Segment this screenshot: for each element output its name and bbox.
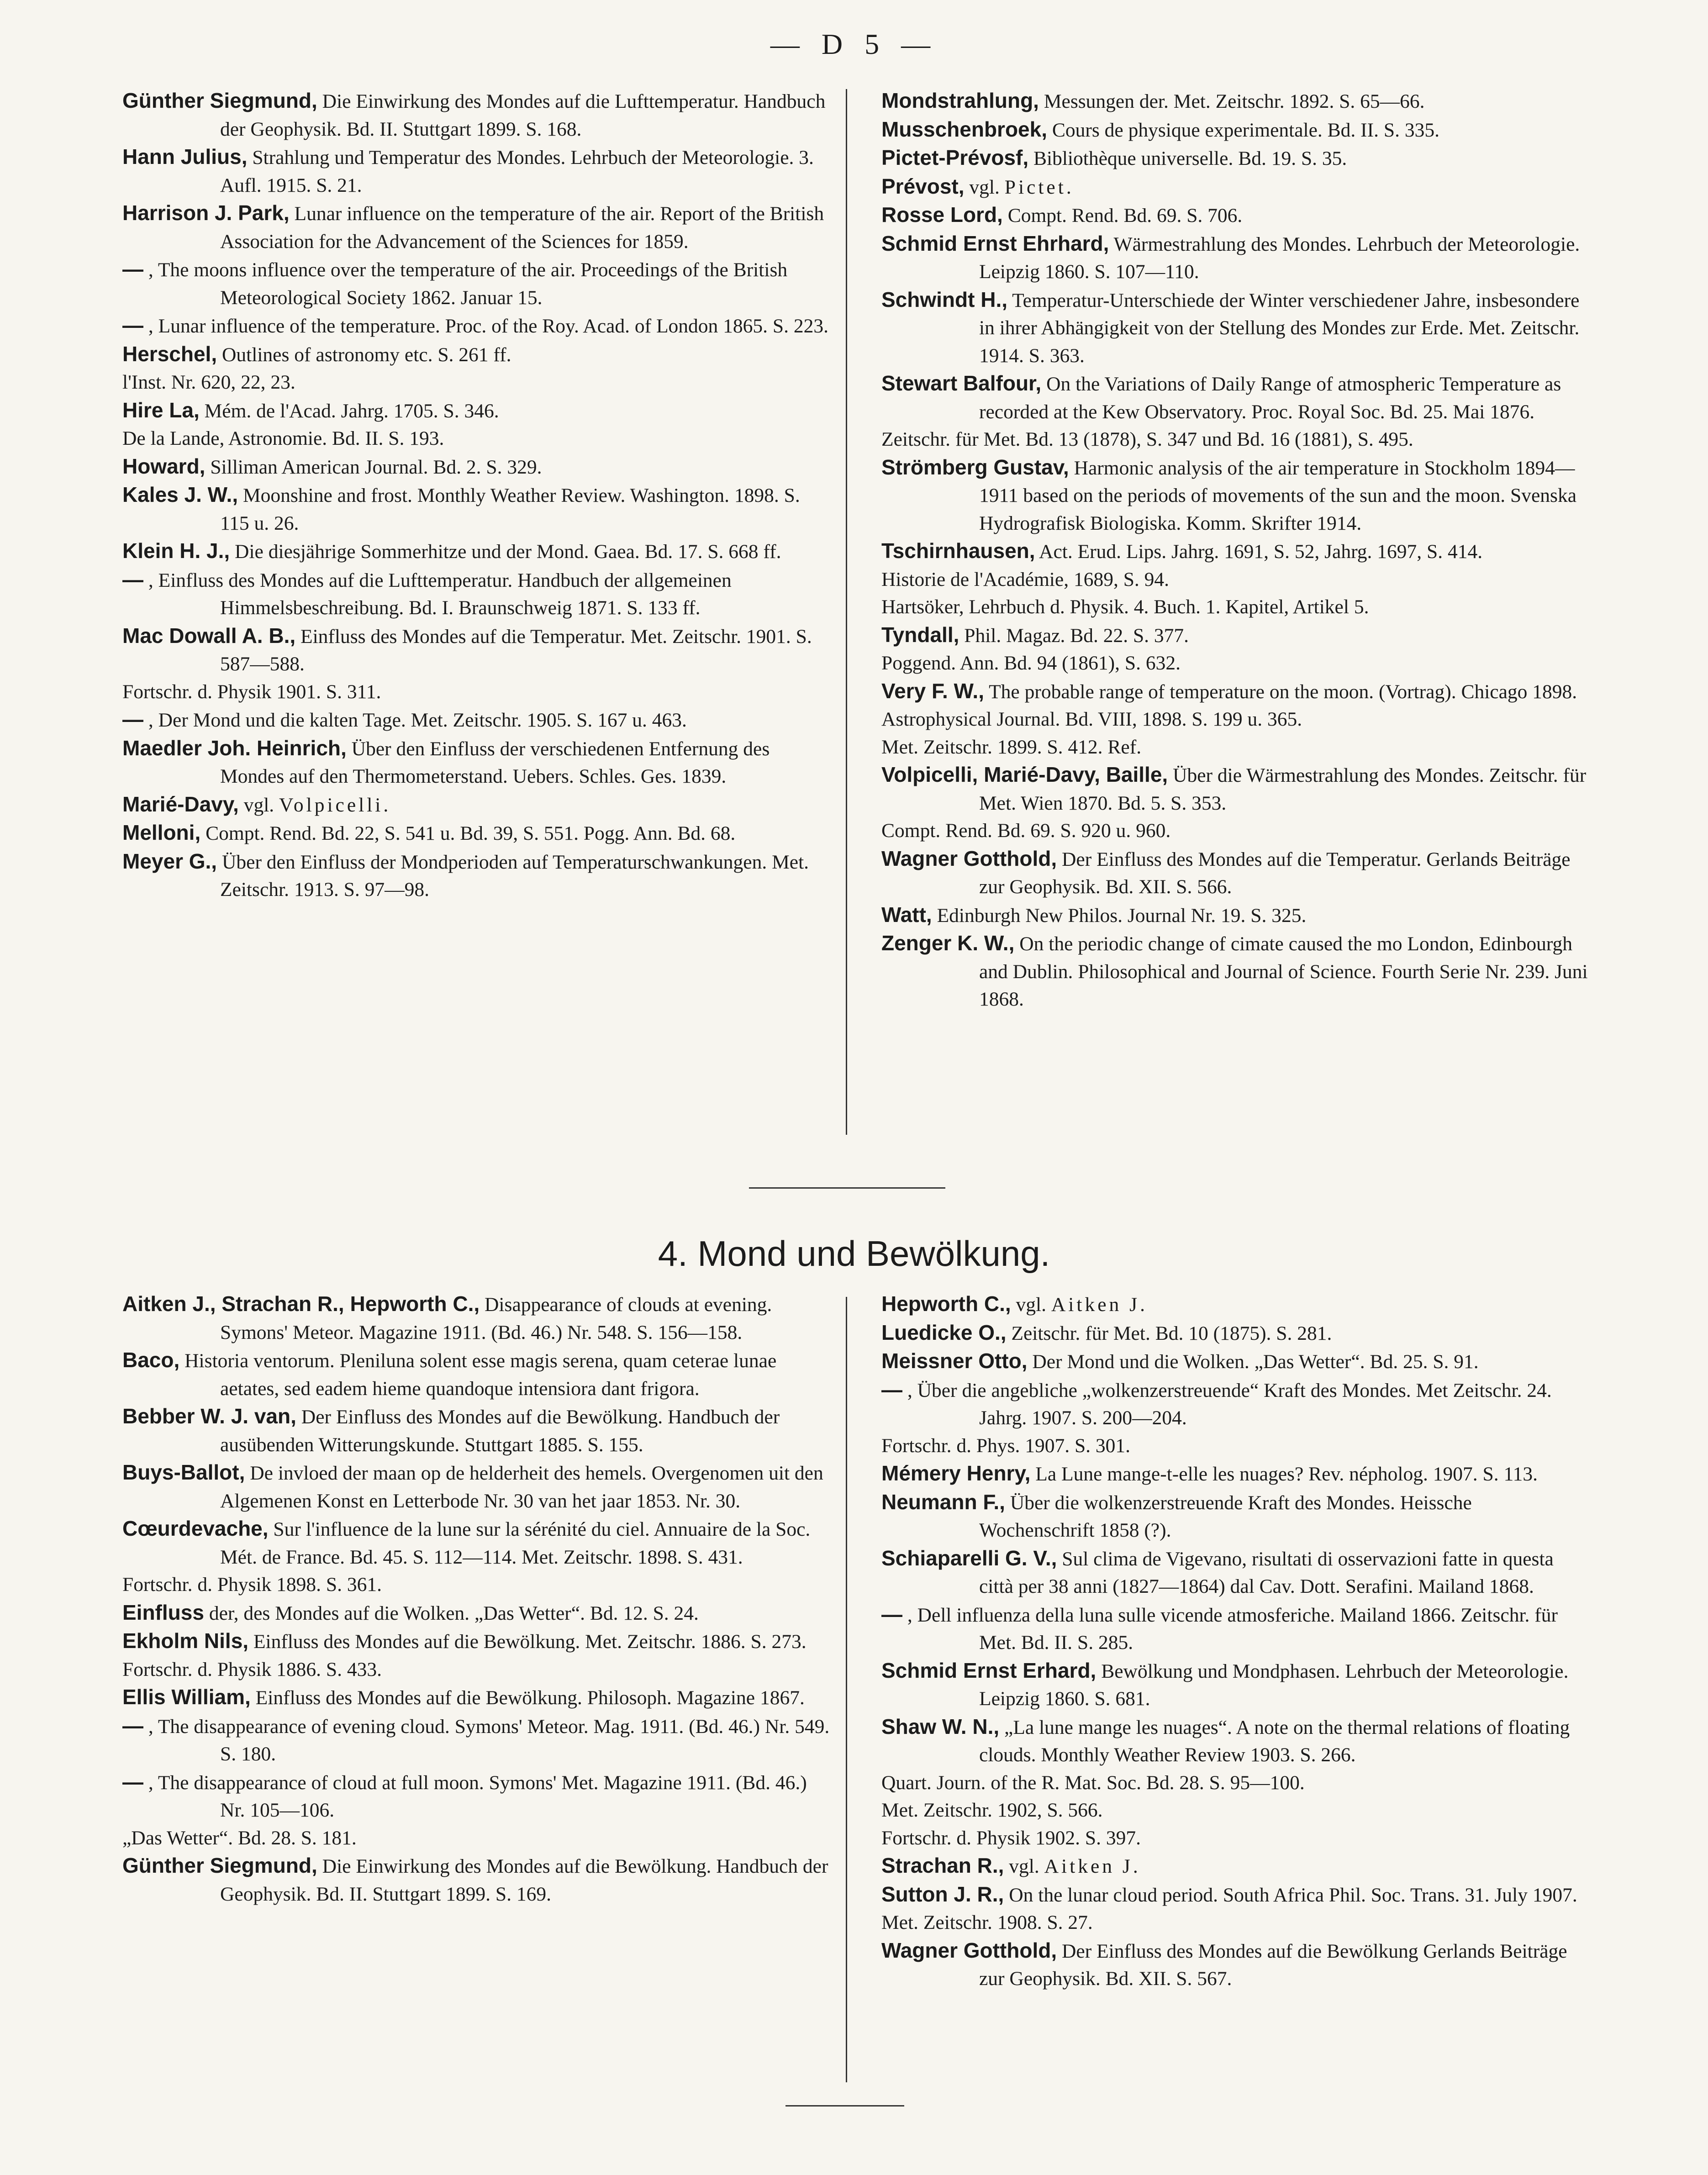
entry-citation: Lunar influence on the temperature of the air. Report of the British Association for the Advancement of the Sciences for 1859. <box>220 203 824 253</box>
bibliography-entry <box>122 1290 830 1346</box>
entry-citation: Phil. Magaz. Bd. 22. S. 377. <box>964 624 1189 647</box>
entry-citation: Über die Wärmestrahlung des Mondes. Zeitschr. für Met. Wien 1870. Bd. 5. S. 353. <box>979 764 1587 814</box>
entry-author: Mémery Henry, <box>881 1461 1031 1485</box>
section-heading: 4. Mond und Bewölkung. <box>658 1233 1050 1274</box>
bibliography-entry <box>122 1346 830 1402</box>
entry-citation: Die Einwirkung des Mondes auf die Lufttemperatur. Handbuch der Geophysik. Bd. II. Stuttgart 1899. S. 168. <box>220 90 826 140</box>
entry-author: Stewart Balfour, <box>881 371 1042 395</box>
entry-citation: Einfluss des Mondes auf die Bewölkung. Philosoph. Magazine 1867. <box>255 1687 805 1709</box>
bibliography-entry <box>881 1319 1589 1348</box>
bibliography-entry <box>122 481 830 537</box>
entry-author: Günther Siegmund, <box>122 89 317 112</box>
page-end-rule <box>785 2105 904 2107</box>
entry-author: Schwindt H., <box>881 287 1007 311</box>
column-divider <box>846 89 847 1135</box>
bibliography-entry <box>122 255 830 311</box>
entry-author: Hepworth C., <box>881 1292 1011 1316</box>
entry-cross-reference: Volpicelli. <box>279 794 391 816</box>
entry-author: Günther Siegmund, <box>122 1854 317 1877</box>
entry-citation: Compt. Rend. Bd. 69. S. 706. <box>1007 205 1243 226</box>
bibliography-entry <box>881 116 1589 144</box>
entry-citation: On the Variations of Daily Range of atmospheric Temperature as recorded at the Kew Observatory. Proc. Royal Soc. Bd. 25. Mai 1876. <box>979 373 1561 423</box>
entry-author: — <box>122 1713 143 1738</box>
entry-author: Bebber W. J. van, <box>122 1404 296 1428</box>
entry-author: Ekholm Nils, <box>122 1629 249 1653</box>
column-divider <box>846 1297 847 2082</box>
entry-continuation: Met. Zeitschr. 1908. S. 27. <box>881 1912 1093 1933</box>
bibliography-entry <box>122 1712 830 1768</box>
bibliography-entry <box>881 537 1589 566</box>
entry-citation: Mém. de l'Acad. Jahrg. 1705. S. 346. <box>204 400 499 422</box>
bibliography-entry <box>122 537 830 566</box>
entry-citation: Über den Einfluss der Mondperioden auf Temperaturschwankungen. Met. Zeitschr. 1913. S. 97—98. <box>220 851 809 901</box>
bibliography-entry <box>122 819 830 848</box>
entry-citation: Über die wolkenzerstreuende Kraft des Mondes. Heissche Wochenschrift 1858 (?). <box>979 1491 1472 1541</box>
bibliography-entry <box>122 1402 830 1459</box>
bibliography-entry <box>122 311 830 340</box>
entry-author: Very F. W., <box>881 679 984 703</box>
section-divider-rule <box>749 1187 945 1189</box>
bibliography-entry <box>881 1290 1589 1319</box>
bibliography-entry <box>122 143 830 199</box>
entry-citation: Sur l'influence de la lune sur la sérénité du ciel. Annuaire de la Soc. Mét. de France. Bd. 45. S. 112—114. Met. Zeitschr. 1898. S. 431. <box>220 1518 811 1568</box>
entry-author: Rosse Lord, <box>881 203 1003 226</box>
entry-citation: Die diesjährige Sommerhitze und der Mond. Gaea. Bd. 17. S. 668 ff. <box>235 541 781 563</box>
bibliography-entry <box>122 340 830 369</box>
entry-author: Schiaparelli G. V., <box>881 1546 1057 1570</box>
bibliography-entry <box>881 1852 1589 1880</box>
entry-citation: Zeitschr. für Met. Bd. 10 (1875). S. 281. <box>1011 1322 1332 1344</box>
entry-author: — <box>122 1769 143 1794</box>
bibliography-entry <box>881 1347 1589 1376</box>
entry-citation: , The disappearance of cloud at full moon. Symons' Met. Magazine 1911. (Bd. 46.) Nr. 105—106. <box>148 1771 807 1821</box>
entry-citation: vgl. <box>1009 1855 1039 1877</box>
bibliography-entry <box>881 201 1589 230</box>
bibliography-entry <box>881 761 1589 817</box>
entry-citation: Der Einfluss des Mondes auf die Bewölkung. Handbuch der ausübenden Witterungskunde. Stuttgart 1885. S. 155. <box>220 1406 780 1456</box>
entry-citation: Bibliothèque universelle. Bd. 19. S. 35. <box>1033 147 1347 169</box>
bibliography-entry <box>881 1376 1589 1432</box>
entry-citation: Die Einwirkung des Mondes auf die Bewölkung. Handbuch der Geophysik. Bd. II. Stuttgart 1899. S. 169. <box>220 1855 828 1905</box>
entry-author: — <box>881 1377 902 1401</box>
entry-author: Melloni, <box>122 821 201 844</box>
entry-citation: , Einfluss des Mondes auf die Lufttemperatur. Handbuch der allgemeinen Himmelsbeschreibung. Bd. I. Braunschweig 1871. S. 133 ff. <box>148 569 732 619</box>
entry-citation: Act. Erud. Lips. Jahrg. 1691, S. 52, Jahrg. 1697, S. 414. <box>1039 541 1483 563</box>
entry-continuation: Poggend. Ann. Bd. 94 (1861), S. 632. <box>881 652 1181 674</box>
entry-author: Meissner Otto, <box>881 1349 1028 1373</box>
entry-author: Einfluss <box>122 1600 204 1624</box>
entry-citation: Der Mond und die Wolken. „Das Wetter“. Bd. 25. S. 91. <box>1032 1351 1479 1373</box>
bibliography-entry <box>881 286 1589 370</box>
entry-citation: Edinburgh New Philos. Journal Nr. 19. S. 325. <box>937 904 1307 927</box>
page-number-header: — D 5 — <box>770 28 938 60</box>
entry-citation: Outlines of astronomy etc. S. 261 ff. <box>222 343 511 366</box>
bibliography-entry <box>881 453 1589 537</box>
bibliography-entry <box>122 1852 830 1908</box>
bibliography-entry <box>881 369 1589 426</box>
entry-author: Howard, <box>122 454 206 478</box>
entry-citation: On the periodic change of cimate caused the mo London, Edinbourgh and Dublin. Philosophical and Journal of Science. Fourth Serie Nr. 239. Juni 1868. <box>979 933 1588 1010</box>
entry-author: Buys-Ballot, <box>122 1460 245 1484</box>
entry-author: Kales J. W., <box>122 483 238 506</box>
entry-continuation: Met. Zeitschr. 1902, S. 566. <box>881 1799 1103 1821</box>
entry-author: Herschel, <box>122 342 217 366</box>
entry-citation: Historia ventorum. Pleniluna solent esse magis serena, quam ceterae lunae aetates, sed eadem hieme quandoque intensiora dant frigora. <box>185 1350 777 1400</box>
entry-citation: Moonshine and frost. Monthly Weather Review. Washington. 1898. S. 115 u. 26. <box>220 485 800 534</box>
entry-continuation: l'Inst. Nr. 620, 22, 23. <box>122 371 295 393</box>
entry-continuation: Met. Zeitschr. 1899. S. 412. Ref. <box>881 736 1142 758</box>
bibliography-entry <box>122 396 830 425</box>
bibliography-entry <box>122 566 830 622</box>
entry-author: Schmid Ernst Erhard, <box>881 1658 1096 1682</box>
entry-author: Sutton J. R., <box>881 1882 1004 1906</box>
bibliography-entry <box>881 1544 1589 1601</box>
entry-author: — <box>122 567 143 591</box>
entry-citation: , Über die angebliche „wolkenzerstreuende“ Kraft des Mondes. Met Zeitschr. 24. Jahrg. 1907. S. 200—204. <box>907 1379 1552 1429</box>
bibliography-entry <box>122 706 830 734</box>
entry-continuation: Fortschr. d. Physik 1901. S. 311. <box>122 680 381 703</box>
entry-author: Prévost, <box>881 174 965 198</box>
entry-citation: Einfluss des Mondes auf die Bewölkung. Met. Zeitschr. 1886. S. 273. <box>253 1631 807 1653</box>
entry-cross-reference: Aitken J. <box>1051 1294 1148 1316</box>
bibliography-entry <box>122 1683 830 1712</box>
bibliography-entry <box>122 1515 830 1571</box>
entry-cross-reference: Pictet. <box>1004 176 1074 198</box>
entry-citation: De invloed der maan op de helderheit des hemels. Overgenomen uit den Algemenen Konst en Letterbode Nr. 30 van het jaar 1853. Nr. 30. <box>220 1462 823 1512</box>
entry-citation: Temperatur-Unterschiede der Winter verschiedener Jahre, insbesondere in ihrer Abhängigkeit von der Stellung des Mondes zur Erde. Met. Zeitschr. 1914. S. 363. <box>979 289 1580 367</box>
entry-author: Strachan R., <box>881 1854 1004 1877</box>
bibliography-entry <box>881 621 1589 650</box>
entry-author: Luedicke O., <box>881 1320 1007 1344</box>
entry-author: — <box>881 1602 902 1626</box>
entry-continuation: Historie de l'Académie, 1689, S. 94. <box>881 568 1170 590</box>
entry-continuation: Fortschr. d. Physik 1902. S. 397. <box>881 1827 1141 1849</box>
bibliography-entry <box>881 901 1589 930</box>
entry-citation: Einfluss des Mondes auf die Temperatur. Met. Zeitschr. 1901. S. 587—588. <box>220 625 812 675</box>
bibliography-entry <box>122 1627 830 1656</box>
entry-citation: Der Einfluss des Mondes auf die Bewölkung Gerlands Beiträge zur Geophysik. Bd. XII. S. 567. <box>979 1940 1567 1990</box>
entry-citation: Wärmestrahlung des Mondes. Lehrbuch der Meteorologie. Leipzig 1860. S. 107—110. <box>979 233 1580 283</box>
bibliography-entry <box>881 929 1589 1013</box>
entry-citation: vgl. <box>243 794 274 816</box>
entry-continuation: Hartsöker, Lehrbuch d. Physik. 4. Buch. 1. Kapitel, Artikel 5. <box>881 596 1369 618</box>
entry-citation: The probable range of temperature on the moon. (Vortrag). Chicago 1898. <box>989 680 1577 703</box>
entry-citation: La Lune mange-t-elle les nuages? Rev. népholog. 1907. S. 113. <box>1035 1463 1538 1485</box>
entry-author: Schmid Ernst Ehrhard, <box>881 231 1109 255</box>
bibliography-entry <box>122 87 830 143</box>
section1-right-column <box>881 87 1589 1013</box>
entry-author: Harrison J. Park, <box>122 201 290 225</box>
entry-citation: Bewölkung und Mondphasen. Lehrbuch der Meteorologie. Leipzig 1860. S. 681. <box>979 1660 1569 1710</box>
entry-author: Shaw W. N., <box>881 1714 1000 1738</box>
entry-author: Zenger K. W., <box>881 931 1015 955</box>
entry-citation: vgl. <box>1016 1294 1047 1316</box>
entry-author: Klein H. J., <box>122 539 230 563</box>
bibliography-entry <box>122 199 830 255</box>
entry-author: Meyer G., <box>122 849 217 873</box>
entry-author: Mac Dowall A. B., <box>122 623 296 648</box>
entry-author: Pictet-Prévosf, <box>881 146 1029 169</box>
entry-citation: Über den Einfluss der verschiedenen Entfernung des Mondes auf den Thermometerstand. Uebers. Schles. Ges. 1839. <box>220 737 770 787</box>
entry-author: Tschirnhausen, <box>881 539 1035 563</box>
entry-citation: , Dell influenza della luna sulle vicende atmosferiche. Mailand 1866. Zeitschr. für Met. Bd. II. S. 285. <box>907 1604 1558 1654</box>
bibliography-entry <box>122 734 830 790</box>
entry-author: Baco, <box>122 1348 180 1372</box>
entry-continuation: „Das Wetter“. Bd. 28. S. 181. <box>122 1827 357 1849</box>
entry-cross-reference: Aitken J. <box>1044 1855 1141 1877</box>
bibliography-entry <box>881 1713 1589 1769</box>
bibliography-entry <box>881 144 1589 173</box>
bibliography-entry <box>122 1459 830 1515</box>
entry-author: Maedler Joh. Heinrich, <box>122 736 347 760</box>
entry-continuation: De la Lande, Astronomie. Bd. II. S. 193. <box>122 427 444 449</box>
entry-citation: vgl. <box>969 176 1000 198</box>
entry-citation: Messungen der. Met. Zeitschr. 1892. S. 65—66. <box>1044 90 1425 112</box>
entry-author: Strömberg Gustav, <box>881 455 1069 479</box>
entry-citation: Der Einfluss des Mondes auf die Temperatur. Gerlands Beiträge zur Geophysik. Bd. XII. S. 566. <box>979 848 1571 898</box>
entry-author: Tyndall, <box>881 622 959 647</box>
entry-author: Watt, <box>881 902 932 927</box>
bibliography-entry <box>881 1880 1589 1909</box>
section2-left-column <box>122 1290 830 1908</box>
entry-continuation: Fortschr. d. Phys. 1907. S. 301. <box>881 1434 1131 1457</box>
entry-citation: Strahlung und Temperatur des Mondes. Lehrbuch der Meteorologie. 3. Aufl. 1915. S. 21. <box>220 147 814 196</box>
entry-citation: , Der Mond und die kalten Tage. Met. Zeitschr. 1905. S. 167 u. 463. <box>148 709 687 731</box>
entry-author: Ellis William, <box>122 1685 251 1709</box>
bibliography-entry <box>881 230 1589 286</box>
bibliography-entry <box>881 173 1589 201</box>
entry-continuation: Compt. Rend. Bd. 69. S. 920 u. 960. <box>881 820 1171 842</box>
entry-author: — <box>122 313 143 337</box>
entry-continuation: Astrophysical Journal. Bd. VIII, 1898. S. 199 u. 365. <box>881 708 1302 730</box>
entry-author: Volpicelli, Marié-Davy, Baille, <box>881 763 1168 786</box>
bibliography-entry <box>122 622 830 678</box>
bibliography-entry <box>122 790 830 819</box>
bibliography-entry <box>881 87 1589 116</box>
entry-citation: Silliman American Journal. Bd. 2. S. 329. <box>210 456 542 478</box>
entry-continuation: Zeitschr. für Met. Bd. 13 (1878), S. 347 und Bd. 16 (1881), S. 495. <box>881 428 1413 450</box>
entry-continuation: Fortschr. d. Physik 1886. S. 433. <box>122 1658 382 1680</box>
entry-citation: Compt. Rend. Bd. 22, S. 541 u. Bd. 39, S. 551. Pogg. Ann. Bd. 68. <box>206 822 736 844</box>
section2-right-column <box>881 1290 1589 1993</box>
entry-citation: Harmonic analysis of the air temperature in Stockholm 1894—1911 based on the periods of movements of the sun and the moon. Svenska Hydrografisk Biologiska. Komm. Skrifter 1914. <box>979 457 1576 534</box>
entry-citation: Sul clima de Vigevano, risultati di osservazioni fatte in questa città per 38 anni (1827—1864) dal Cav. Dott. Serafini. Mailand 1868. <box>979 1548 1554 1597</box>
bibliography-entry <box>122 453 830 481</box>
entry-citation: der, des Mondes auf die Wolken. „Das Wetter“. Bd. 12. S. 24. <box>209 1602 699 1624</box>
entry-author: Musschenbroek, <box>881 117 1047 141</box>
entry-author: — <box>122 707 143 731</box>
entry-continuation: Quart. Journ. of the R. Mat. Soc. Bd. 28. S. 95—100. <box>881 1771 1305 1794</box>
section1-left-column <box>122 87 830 904</box>
entry-author: Hire La, <box>122 398 200 422</box>
bibliography-entry <box>122 848 830 904</box>
entry-citation: , Lunar influence of the temperature. Proc. of the Roy. Acad. of London 1865. S. 223. <box>148 315 828 337</box>
entry-author: Aitken J., Strachan R., Hepworth C., <box>122 1292 480 1316</box>
entry-author: Wagner Gotthold, <box>881 846 1057 870</box>
bibliography-entry <box>881 1488 1589 1544</box>
entry-author: Wagner Gotthold, <box>881 1938 1057 1962</box>
entry-citation: Cours de physique experimentale. Bd. II. S. 335. <box>1052 119 1439 141</box>
entry-author: Marié-Davy, <box>122 792 239 816</box>
bibliography-entry <box>881 1601 1589 1657</box>
entry-citation: „La lune mange les nuages“. A note on the thermal relations of floating clouds. Monthly Weather Review 1903. S. 266. <box>979 1716 1570 1766</box>
entry-citation: , The moons influence over the temperature of the air. Proceedings of the British Meteorological Society 1862. Januar 15. <box>148 259 788 309</box>
entry-continuation: Fortschr. d. Physik 1898. S. 361. <box>122 1574 382 1596</box>
entry-citation: Disappearance of clouds at evening. Symons' Meteor. Magazine 1911. (Bd. 46.) Nr. 548. S. 156—158. <box>220 1294 772 1343</box>
entry-citation: On the lunar cloud period. South Africa Phil. Soc. Trans. 31. July 1907. <box>1009 1884 1577 1906</box>
entry-author: — <box>122 257 143 281</box>
bibliography-entry <box>122 1599 830 1627</box>
bibliography-entry <box>881 1459 1589 1488</box>
entry-author: Neumann F., <box>881 1490 1005 1514</box>
entry-citation: , The disappearance of evening cloud. Symons' Meteor. Mag. 1911. (Bd. 46.) Nr. 549. S. 180. <box>148 1715 830 1765</box>
bibliography-entry <box>122 1768 830 1824</box>
entry-author: Cœurdevache, <box>122 1517 269 1540</box>
entry-author: Hann Julius, <box>122 145 248 169</box>
bibliography-entry <box>881 845 1589 901</box>
bibliography-entry <box>881 1937 1589 1993</box>
bibliography-entry <box>881 677 1589 706</box>
bibliography-entry <box>881 1657 1589 1713</box>
entry-author: Mondstrahlung, <box>881 89 1039 112</box>
